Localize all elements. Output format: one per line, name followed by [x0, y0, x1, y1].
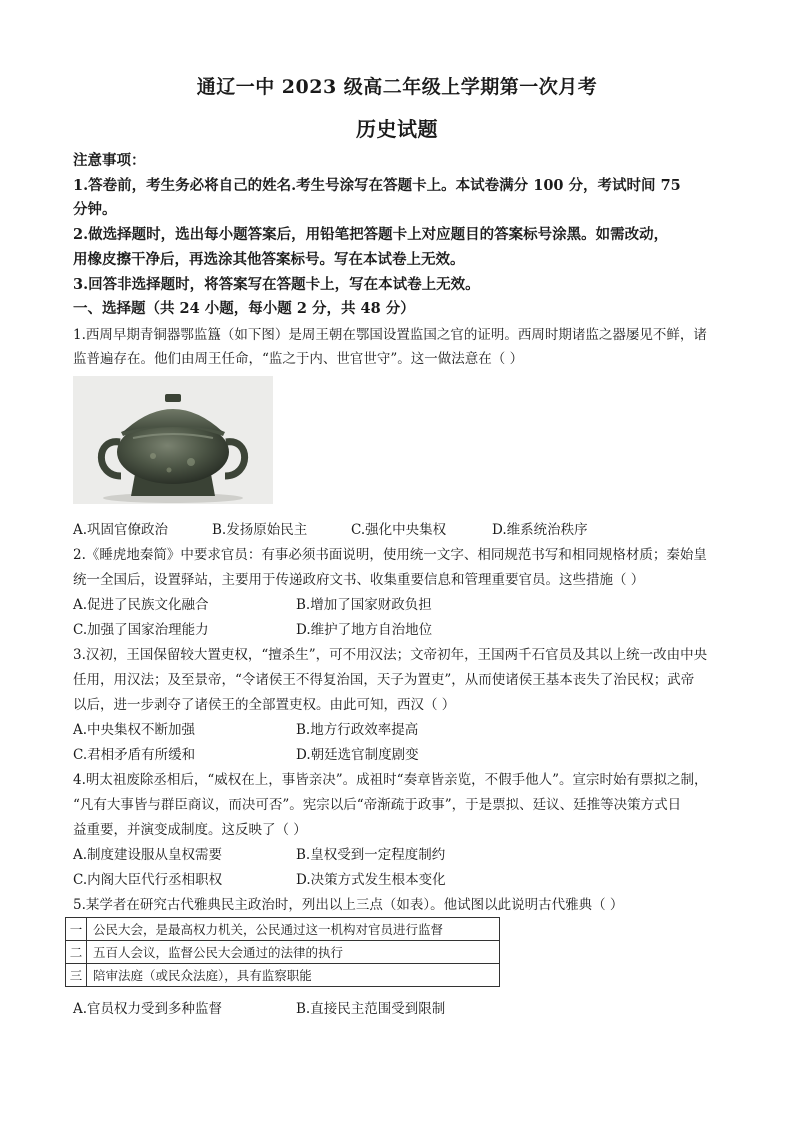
notice-heading: 注意事项： — [73, 152, 146, 169]
question-2-text: 2.《睡虎地秦简》中要求官员：有事必须书面说明，使用统一文字、相同规范书写和相同规格材质；秦始皇 — [73, 547, 707, 563]
section-title: 一、选择题（共 24 小题，每小题 2 分，共 48 分） — [73, 300, 415, 317]
question-4-option-a[interactable]: A.制度建设服从皇权需要 — [73, 847, 223, 863]
table-row-text: 公民大会，是最高权力机关，公民通过这一机构对官员进行监督 — [87, 918, 500, 941]
question-2-option-b[interactable]: B.增加了国家财政负担 — [296, 597, 432, 613]
notice-line: 分钟。 — [73, 201, 117, 218]
table-row-number: 一 — [66, 918, 87, 941]
question-1-text: 监普遍存在。他们由周王任命，“监之于内、世官世守”。这一做法意在（ ） — [73, 351, 524, 367]
question-3-option-a[interactable]: A.中央集权不断加强 — [73, 722, 196, 738]
notice-line: 3.回答非选择题时，将答案写在答题卡上，写在本试卷上无效。 — [73, 276, 480, 293]
question-1-option-b[interactable]: B.发扬原始民主 — [212, 522, 308, 538]
question-4-text: “凡有大事皆与群臣商议，而决可否”。宪宗以后“帝渐疏于政事”，于是票拟、廷议、廷推等决策方式日 — [73, 797, 682, 813]
question-4-option-c[interactable]: C.内阁大臣代行丞相职权 — [73, 872, 223, 888]
table-row-text: 陪审法庭（或民众法庭），具有监察职能 — [87, 964, 500, 987]
table-row — [66, 941, 500, 964]
table-row — [66, 918, 500, 941]
question-4-option-d[interactable]: D.决策方式发生根本变化 — [296, 872, 446, 888]
notice-line: 2.做选择题时，选出每小题答案后，用铅笔把答题卡上对应题目的答案标号涂黑。如需改动， — [73, 226, 669, 243]
question-1-option-a[interactable]: A.巩固官僚政治 — [73, 522, 169, 538]
question-2-option-a[interactable]: A.促进了民族文化融合 — [73, 597, 209, 613]
question-3-text: 任用，用汉法；及至景帝，“令诸侯王不得复治国，天子为置吏”，从而使诸侯王基本丧失了治民权；武帝 — [73, 672, 695, 688]
table-row — [66, 964, 500, 987]
question-3-option-b[interactable]: B.地方行政效率提高 — [296, 722, 419, 738]
athens-supervision-table — [65, 917, 500, 987]
question-2-option-c[interactable]: C.加强了国家治理能力 — [73, 622, 209, 638]
question-4-option-b[interactable]: B.皇权受到一定程度制约 — [296, 847, 446, 863]
question-1-option-c[interactable]: C.强化中央集权 — [351, 522, 447, 538]
bronze-gui-vessel-image — [73, 376, 273, 504]
notice-line: 1.答卷前，考生务必将自己的姓名.考生号涂写在答题卡上。本试卷满分 100 分，考试时间 75 — [73, 177, 681, 194]
bronze-vessel-illustration — [73, 376, 273, 504]
question-4-text: 4.明太祖废除丞相后，“威权在上，事皆亲决”。成祖时“奏章皆亲览，不假手他人”。宣宗时始有票拟之制， — [73, 772, 708, 788]
question-3-text: 以后，进一步剥夺了诸侯王的全部置吏权。由此可知，西汉（ ） — [73, 697, 456, 713]
question-5-option-a[interactable]: A.官员权力受到多种监督 — [73, 1001, 223, 1017]
question-2-text: 统一全国后，设置驿站，主要用于传递政府文书、收集重要信息和管理重要官员。这些措施（ ） — [73, 572, 645, 588]
notice-line: 用橡皮擦干净后，再选涂其他答案标号。写在本试卷上无效。 — [73, 251, 465, 268]
question-2-option-d[interactable]: D.维护了地方自治地位 — [296, 622, 433, 638]
table-row-number: 二 — [66, 941, 87, 964]
question-3-text: 3.汉初，王国保留较大置吏权，“擅杀生”，可不用汉法；文帝初年，王国两千石官员及其以上统一改由中央 — [73, 647, 708, 663]
question-4-text: 益重要，并演变成制度。这反映了（ ） — [73, 822, 307, 838]
question-3-option-c[interactable]: C.君相矛盾有所缓和 — [73, 747, 196, 763]
question-5-option-b[interactable]: B.直接民主范围受到限制 — [296, 1001, 446, 1017]
exam-subject: 历史试题 — [356, 117, 438, 141]
exam-title: 通辽一中 2023 级高二年级上学期第一次月考 — [196, 76, 598, 98]
question-1-text: 1.西周早期青铜器鄂监簋（如下图）是周王朝在鄂国设置监国之官的证明。西周时期诸监之器屡见不鲜，诸 — [73, 327, 707, 343]
question-5-text: 5.某学者在研究古代雅典民主政治时，列出以上三点（如表）。他试图以此说明古代雅典（ ） — [73, 897, 624, 913]
question-3-option-d[interactable]: D.朝廷选官制度剧变 — [296, 747, 419, 763]
table-row-number: 三 — [66, 964, 87, 987]
question-1-option-d[interactable]: D.维系统治秩序 — [492, 522, 588, 538]
table-row-text: 五百人会议，监督公民大会通过的法律的执行 — [87, 941, 500, 964]
